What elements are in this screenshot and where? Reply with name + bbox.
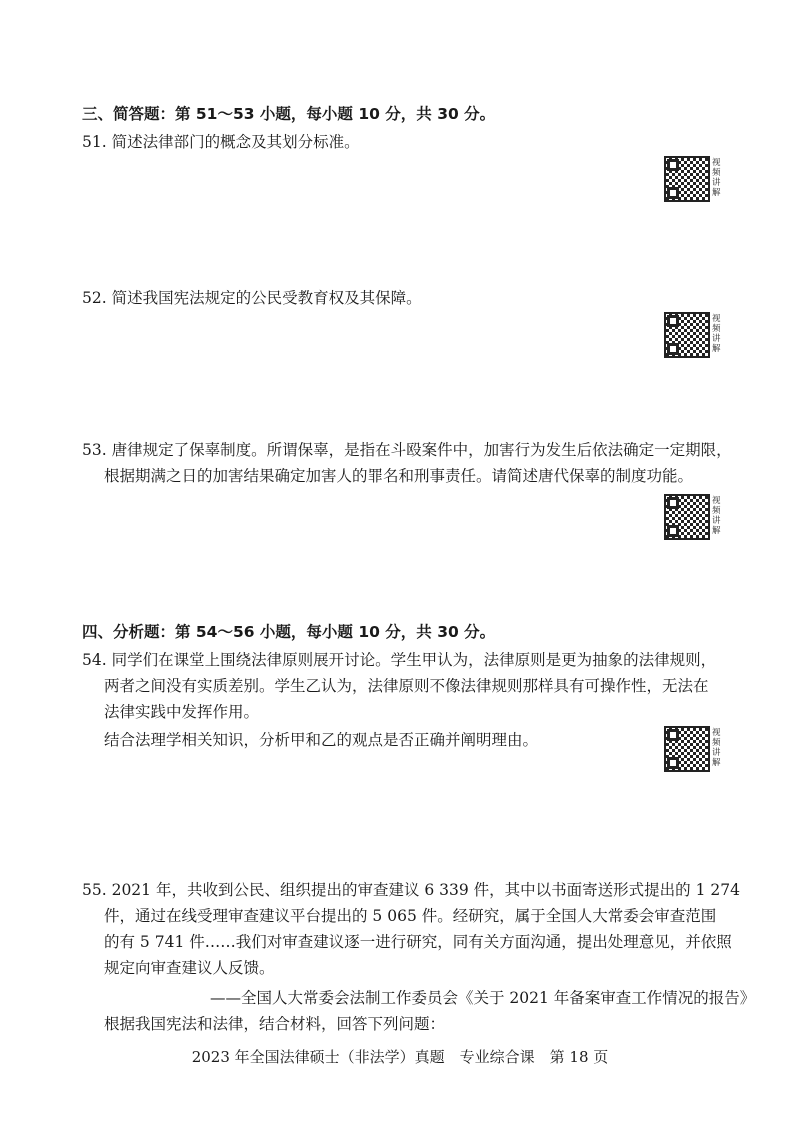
question-55-line: 件，通过在线受理审查建议平台提出的 5 065 件。经研究，属于全国人大常委会审查范围 <box>104 907 717 925</box>
question-54-line: 法律实践中发挥作用。 <box>104 703 260 721</box>
qr-label: 视频讲解 <box>712 314 721 354</box>
qr-code[interactable] <box>664 494 710 540</box>
question-55-line: 根据我国宪法和法律，结合材料，回答下列问题： <box>104 1015 446 1033</box>
qr-label: 视频讲解 <box>712 496 721 536</box>
question-53-line: 53. 唐律规定了保辜制度。所谓保辜，是指在斗殴案件中，加害行为发生后依法确定一定期限， <box>82 441 732 459</box>
qr-label: 视频讲解 <box>712 728 721 768</box>
qr-code[interactable] <box>664 156 710 202</box>
question-55-source: ——全国人大常委会法制工作委员会《关于 2021 年备案审查工作情况的报告》 <box>210 989 756 1007</box>
question-55-line: 的有 5 741 件……我们对审查建议逐一进行研究，同有关方面沟通，提出处理意见，并依照 <box>104 933 732 951</box>
question-51: 51. 简述法律部门的概念及其划分标准。 <box>82 133 360 151</box>
qr-label: 视频讲解 <box>712 158 721 198</box>
question-53-line: 根据期满之日的加害结果确定加害人的罪名和刑事责任。请简述唐代保辜的制度功能。 <box>104 467 694 485</box>
section-3-heading: 三、简答题：第 51～53 小题，每小题 10 分，共 30 分。 <box>82 105 496 123</box>
qr-code[interactable] <box>664 312 710 358</box>
question-54-line: 54. 同学们在课堂上围绕法律原则展开讨论。学生甲认为，法律原则是更为抽象的法律规则， <box>82 651 717 669</box>
page-footer: 2023 年全国法律硕士（非法学）真题 专业综合课 第 18 页 <box>191 1048 609 1066</box>
question-54-line: 两者之间没有实质差别。学生乙认为，法律原则不像法律规则那样具有可操作性，无法在 <box>104 677 709 695</box>
question-55-line: 55. 2021 年，共收到公民、组织提出的审查建议 6 339 件，其中以书面寄送形式提出的 1 274 <box>82 881 740 899</box>
question-55-line: 规定向审查建议人反馈。 <box>104 959 275 977</box>
question-54-line: 结合法理学相关知识，分析甲和乙的观点是否正确并阐明理由。 <box>104 731 539 749</box>
qr-code[interactable] <box>664 726 710 772</box>
section-4-heading: 四、分析题：第 54～56 小题，每小题 10 分，共 30 分。 <box>82 623 496 641</box>
question-52: 52. 简述我国宪法规定的公民受教育权及其保障。 <box>82 289 422 307</box>
